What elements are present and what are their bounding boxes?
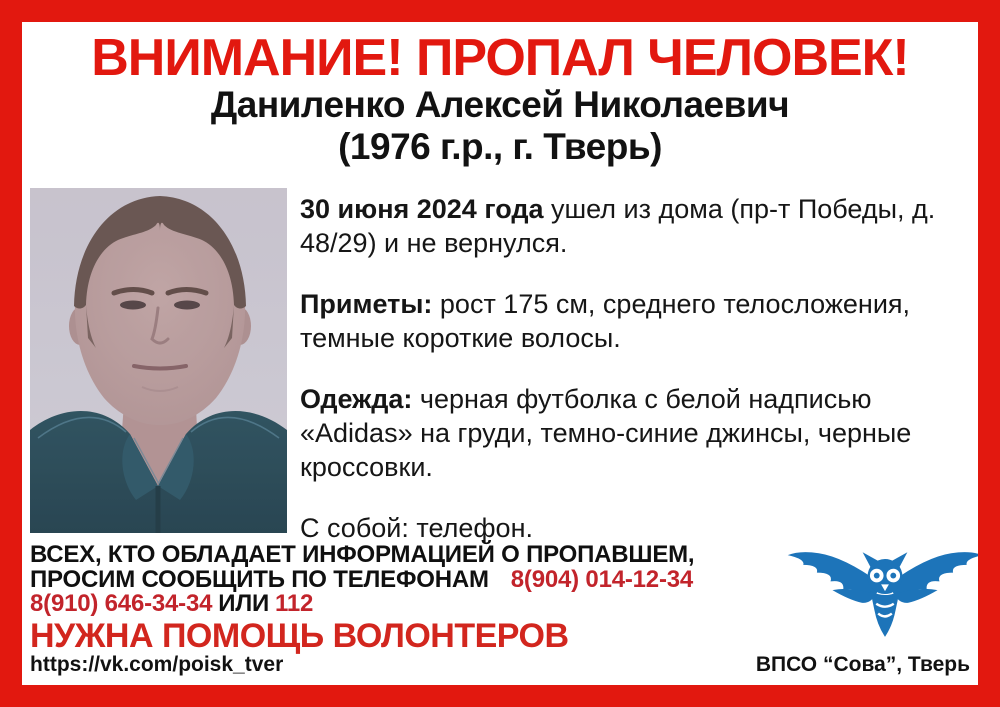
owl-logo-icon <box>778 546 992 646</box>
org-name: ВПСО “Сова”, Тверь <box>755 653 970 676</box>
date-lead: 30 июня 2024 года <box>300 194 544 224</box>
hotline-block <box>30 541 792 655</box>
phone-number-1: 8(904) 014-12-34 <box>510 565 694 593</box>
vk-url: https://vk.com/poisk_tver <box>30 653 284 676</box>
hotline-line-2 <box>30 565 792 593</box>
phone-number-2: 8(910) 646-34-34 <box>30 590 213 617</box>
missing-person-name <box>22 84 978 168</box>
primety-rest: рост 175 см, среднего телосложения, темные короткие волосы. <box>300 289 911 353</box>
odezhda-rest: черная футболка с белой надписью «Adidas» на груди, темно-синие джинсы, черные кроссовки. <box>300 384 912 482</box>
hotline-line-1: ВСЕХ, КТО ОБЛАДАЕТ ИНФОРМАЦИЕЙ О ПРОПАВШЕМ, <box>30 541 695 568</box>
paragraph-s-soboy <box>300 511 968 545</box>
s-soboy-rest: С собой: телефон. <box>300 513 533 543</box>
hotline-line-3 <box>30 592 792 617</box>
date-rest: ушел из дома (пр-т Победы, д. 48/29) и не вернулся. <box>300 194 936 258</box>
paragraph-disappearance <box>300 192 968 260</box>
primety-lead: Приметы: <box>300 289 433 319</box>
name-line-2: (1976 г.р., г. Тверь) <box>338 126 662 167</box>
description-block <box>300 192 968 572</box>
odezhda-lead: Одежда: <box>300 384 413 414</box>
missing-person-photo <box>30 188 287 533</box>
footer <box>30 653 970 677</box>
name-line-1: Даниленко Алексей Николаевич <box>210 84 790 125</box>
volunteers-call: НУЖНА ПОМОЩЬ ВОЛОНТЕРОВ <box>30 616 569 655</box>
or-text: ИЛИ <box>218 590 270 617</box>
paragraph-odezhda <box>300 382 968 484</box>
hotline-line-2-text: ПРОСИМ СООБЩИТЬ ПО ТЕЛЕФОНАМ <box>30 565 489 593</box>
poster-title: ВНИМАНИЕ! ПРОПАЛ ЧЕЛОВЕК! <box>91 29 909 87</box>
paragraph-primety <box>300 287 968 355</box>
emergency-number: 112 <box>275 590 314 617</box>
